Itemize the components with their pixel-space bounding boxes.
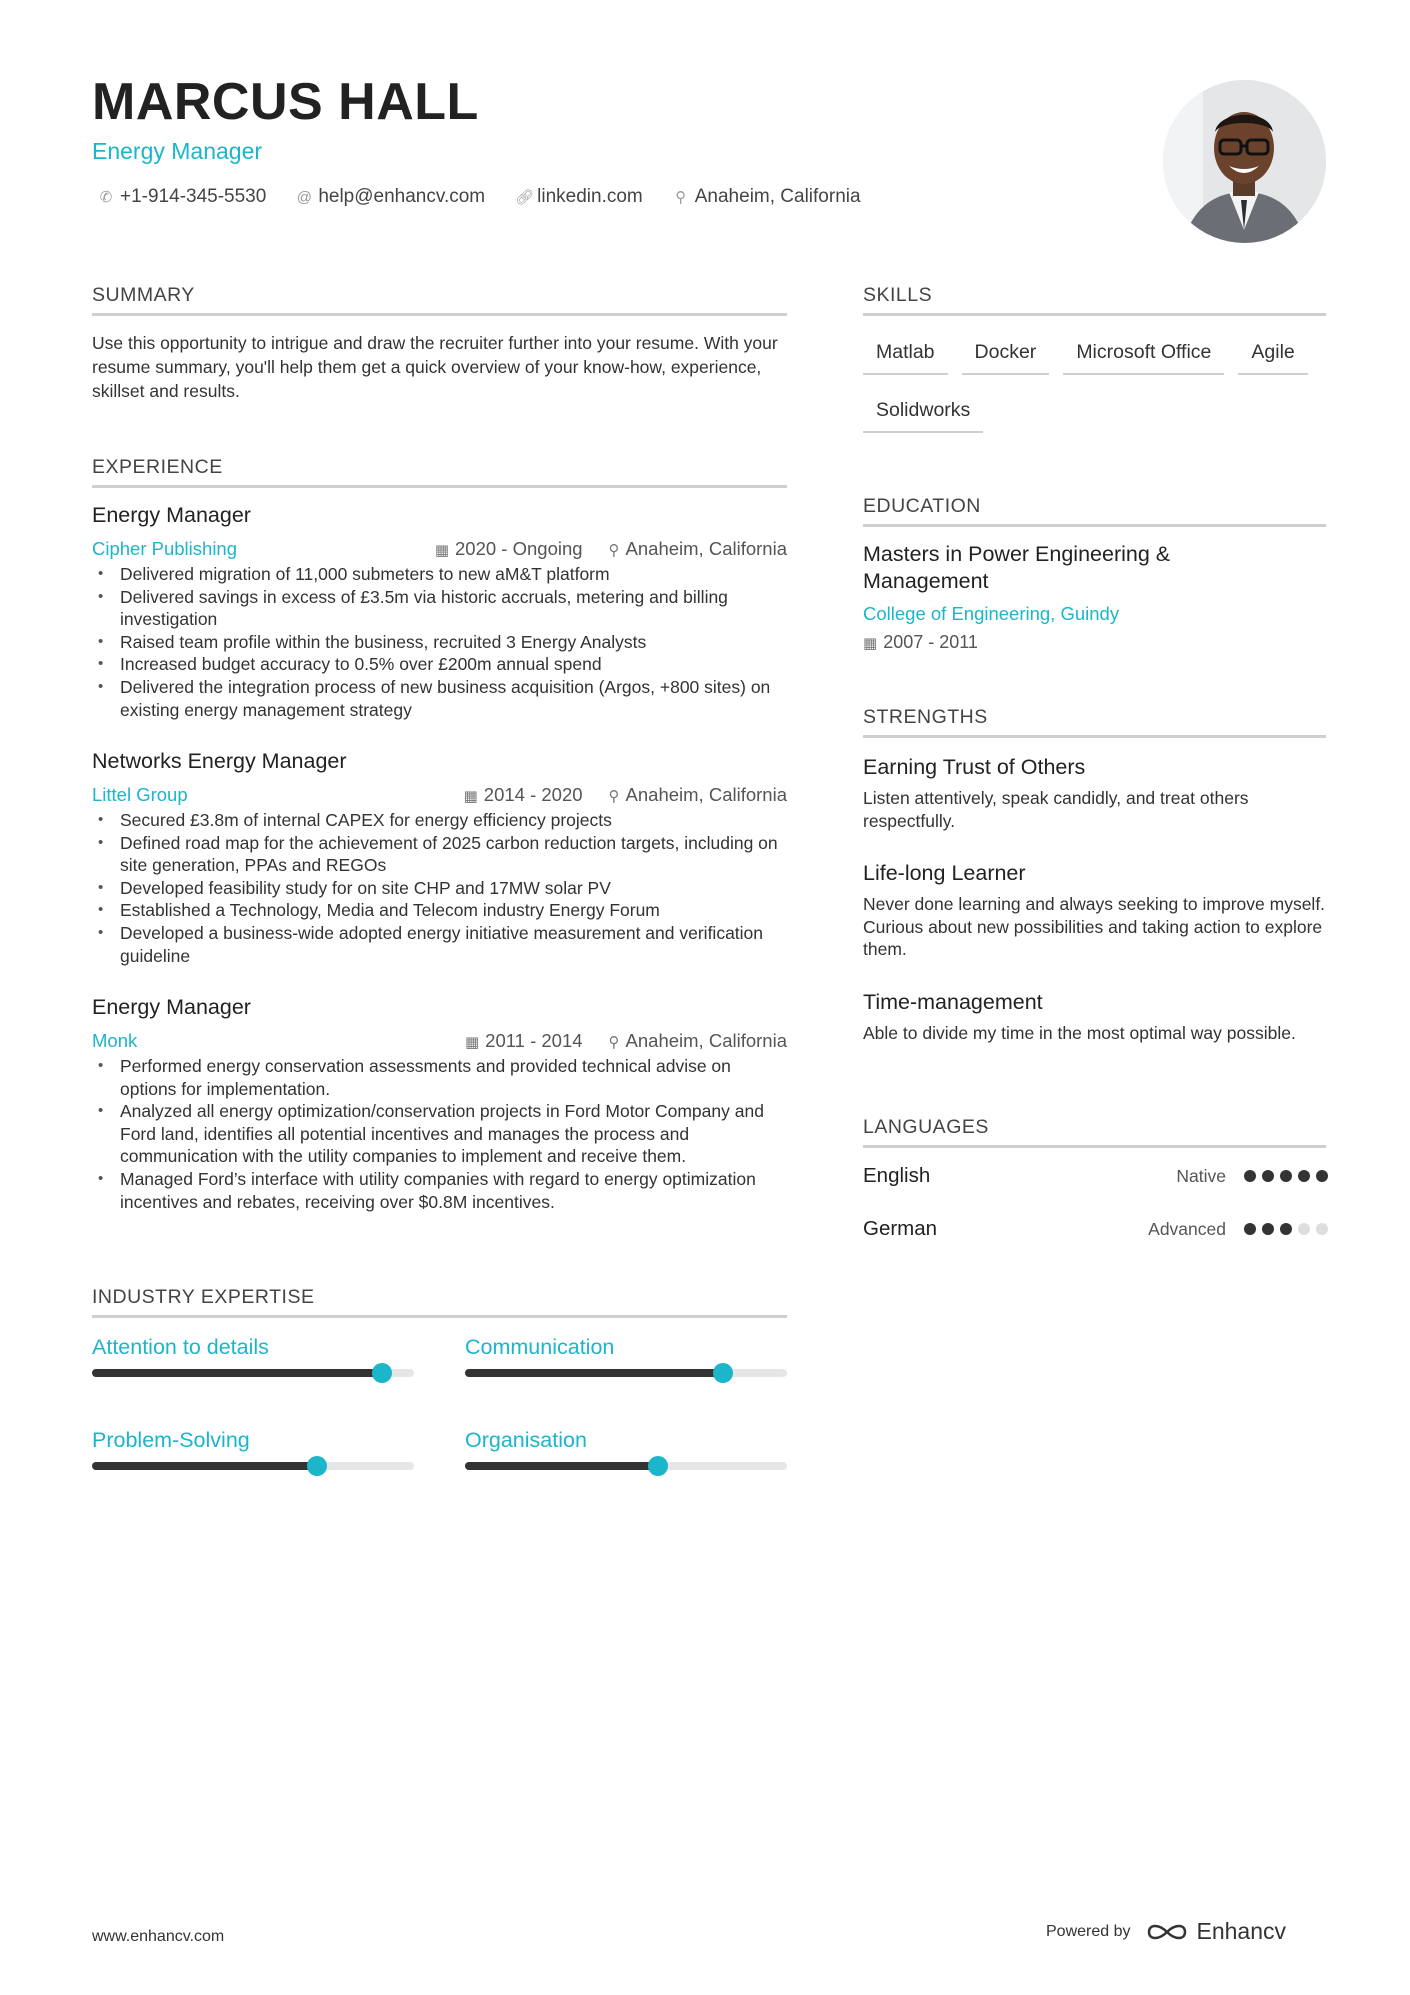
summary-heading: SUMMARY	[92, 284, 787, 316]
rating-dot	[1298, 1223, 1310, 1235]
strength-title: Life-long Learner	[863, 861, 1026, 885]
education-dates: 2007 - 2011	[883, 632, 978, 652]
expertise-bar	[465, 1462, 787, 1470]
strength-description: Never done learning and always seeking to improve myself. Curious about new possibilities and taking action to explore them.	[863, 894, 1326, 960]
skills-heading: SKILLS	[863, 284, 1326, 316]
job-title: Energy Manager	[92, 995, 251, 1019]
job-title: Energy Manager	[92, 503, 251, 527]
skill-tag: Matlab	[863, 335, 948, 375]
job-bullets	[92, 563, 787, 721]
expertise-knob	[713, 1363, 733, 1383]
bullet-item: • Developed feasibility study for on site CHP and 17MW solar PV	[92, 877, 787, 900]
enhancv-logo-text: Enhancv	[1196, 1918, 1287, 1944]
skill-tag: Microsoft Office	[1063, 335, 1224, 375]
expertise-knob	[648, 1456, 668, 1476]
rating-dot	[1280, 1170, 1292, 1182]
bullet-item: • Defined road map for the achievement of 2025 carbon reduction targets, including on site generation, PPAs and REGOs	[92, 832, 787, 877]
calendar-icon: ▦	[863, 635, 878, 652]
expertise-item	[92, 1335, 414, 1377]
rating-dot	[1280, 1223, 1292, 1235]
bullet-item: • Managed Ford’s interface with utility companies with regard to energy optimization incentives and rebates, receiving over $0.8M incentives.	[92, 1168, 787, 1213]
location-pin-icon: ⚲	[608, 788, 620, 805]
expertise-fill	[465, 1369, 723, 1377]
email-text: help@enhancv.com	[318, 186, 486, 207]
expertise-label: Organisation	[465, 1428, 587, 1452]
bullet-item: • Increased budget accuracy to 0.5% over £200m annual spend	[92, 653, 787, 676]
expertise-fill	[465, 1462, 658, 1470]
expertise-bar	[465, 1369, 787, 1377]
education-dates-row	[863, 632, 978, 653]
job-dates: 2020 - Ongoing	[455, 538, 583, 559]
expertise-label: Problem-Solving	[92, 1428, 250, 1452]
expertise-label: Communication	[465, 1335, 615, 1359]
job-location: Anaheim, California	[625, 784, 787, 805]
calendar-icon: ▦	[434, 542, 449, 559]
bullet-item: • Delivered the integration process of new business acquisition (Argos, +800 sites) on existing energy management strategy	[92, 676, 787, 721]
bullet-item: • Raised team profile within the business, recruited 3 Energy Analysts	[92, 631, 787, 654]
education-heading: EDUCATION	[863, 495, 1326, 527]
job-dates: 2011 - 2014	[485, 1030, 583, 1051]
footer-powered-by	[1046, 1918, 1286, 1945]
expertise-item	[465, 1428, 787, 1470]
company-name[interactable]: Cipher Publishing	[92, 538, 238, 559]
linkedin-text: linkedin.com	[537, 186, 643, 207]
expertise-fill	[92, 1369, 382, 1377]
rating-dot	[1262, 1170, 1274, 1182]
bullet-item: • Performed energy conservation assessments and provided technical advise on options for implementation.	[92, 1055, 787, 1100]
expertise-item	[465, 1335, 787, 1377]
job-bullets	[92, 809, 787, 967]
rating-dot	[1262, 1223, 1274, 1235]
location-text: Anaheim, California	[694, 186, 861, 207]
skill-tag: Solidworks	[863, 393, 983, 433]
strength-item	[863, 990, 1326, 1045]
experience-item	[92, 749, 787, 967]
expertise-bar	[92, 1369, 414, 1377]
strength-description: Able to divide my time in the most optimal way possible.	[863, 1023, 1296, 1043]
skill-tag: Agile	[1238, 335, 1307, 375]
language-item	[863, 1217, 1328, 1241]
bullet-item: • Analyzed all energy optimization/conservation projects in Ford Motor Company and Ford land, identifies all potential incentives and manages the process and communication with the utility companies to implement and receive them.	[92, 1100, 787, 1168]
strength-item	[863, 861, 1326, 961]
education-degree: Masters in Power Engineering & Management	[863, 542, 1171, 593]
footer-website[interactable]: www.enhancv.com	[92, 1928, 225, 1945]
contact-bar	[98, 186, 861, 208]
rating-dot	[1298, 1170, 1310, 1182]
rating-dot	[1316, 1223, 1328, 1235]
candidate-name: MARCUS HALL	[92, 73, 479, 131]
expertise-bar	[92, 1462, 414, 1470]
contact-email[interactable]	[296, 186, 485, 208]
bullet-item: • Delivered savings in excess of £3.5m via historic accruals, metering and billing investigation	[92, 586, 787, 631]
expertise-item	[92, 1428, 414, 1470]
language-name: German	[863, 1217, 938, 1240]
strength-title: Earning Trust of Others	[863, 755, 1086, 779]
avatar-illustration	[1163, 80, 1326, 243]
strengths-heading: STRENGTHS	[863, 706, 1326, 738]
job-location: Anaheim, California	[625, 538, 787, 559]
strength-description: Listen attentively, speak candidly, and treat others respectfully.	[863, 788, 1249, 831]
job-title: Networks Energy Manager	[92, 749, 347, 773]
language-rating	[1244, 1223, 1328, 1235]
expertise-knob	[372, 1363, 392, 1383]
rating-dot	[1316, 1170, 1328, 1182]
contact-linkedin[interactable]	[515, 186, 643, 208]
avatar	[1163, 80, 1326, 243]
education-school[interactable]: College of Engineering, Guindy	[863, 603, 1120, 624]
experience-item	[92, 503, 787, 721]
language-item	[863, 1164, 1328, 1188]
phone-icon: ✆	[99, 189, 113, 206]
bullet-item: • Secured £3.8m of internal CAPEX for energy efficiency projects	[92, 809, 787, 832]
location-pin-icon: ⚲	[608, 542, 620, 559]
calendar-icon: ▦	[463, 788, 478, 805]
expertise-fill	[92, 1462, 317, 1470]
contact-phone[interactable]	[98, 186, 266, 208]
experience-item	[92, 995, 787, 1213]
language-rating	[1244, 1170, 1328, 1182]
location-pin-icon: ⚲	[608, 1034, 620, 1051]
job-dates: 2014 - 2020	[483, 784, 583, 805]
strength-title: Time-management	[863, 990, 1043, 1014]
company-name[interactable]: Monk	[92, 1030, 138, 1051]
location-pin-icon: ⚲	[675, 189, 687, 206]
powered-by-text: Powered by	[1046, 1922, 1131, 1940]
at-icon: @	[296, 188, 312, 206]
contact-location	[673, 186, 861, 208]
bullet-item: • Developed a business-wide adopted energy initiative measurement and verification guideline	[92, 922, 787, 967]
calendar-icon: ▦	[464, 1034, 480, 1051]
phone-text: +1-914-345-5530	[120, 186, 267, 207]
enhancv-logo[interactable]	[1145, 1918, 1287, 1945]
language-level: Native	[1176, 1165, 1226, 1186]
job-bullets	[92, 1055, 787, 1213]
experience-heading: EXPERIENCE	[92, 456, 787, 488]
language-level: Advanced	[1148, 1218, 1226, 1239]
job-location: Anaheim, California	[625, 1030, 787, 1051]
rating-dot	[1244, 1170, 1256, 1182]
summary-text: Use this opportunity to intrigue and draw the recruiter further into your resume. With your resume summary, you'll help them get a quick overview of your know-how, experience, skillset and results.	[92, 333, 778, 401]
skills-list	[863, 335, 1333, 433]
skill-tag: Docker	[962, 335, 1050, 375]
rating-dot	[1244, 1223, 1256, 1235]
bullet-item: • Established a Technology, Media and Telecom industry Energy Forum	[92, 899, 787, 922]
company-name[interactable]: Littel Group	[92, 784, 188, 805]
bullet-item: • Delivered migration of 11,000 submeters to new aM&T platform	[92, 563, 787, 586]
expertise-knob	[307, 1456, 327, 1476]
candidate-headline: Energy Manager	[92, 138, 263, 164]
strength-item	[863, 755, 1326, 832]
expertise-label: Attention to details	[92, 1335, 269, 1359]
expertise-heading: INDUSTRY EXPERTISE	[92, 1286, 787, 1318]
link-icon: 🔗︎	[515, 189, 535, 206]
language-name: English	[863, 1164, 931, 1187]
enhancv-logo-icon	[1145, 1920, 1189, 1944]
languages-heading: LANGUAGES	[863, 1116, 1326, 1148]
